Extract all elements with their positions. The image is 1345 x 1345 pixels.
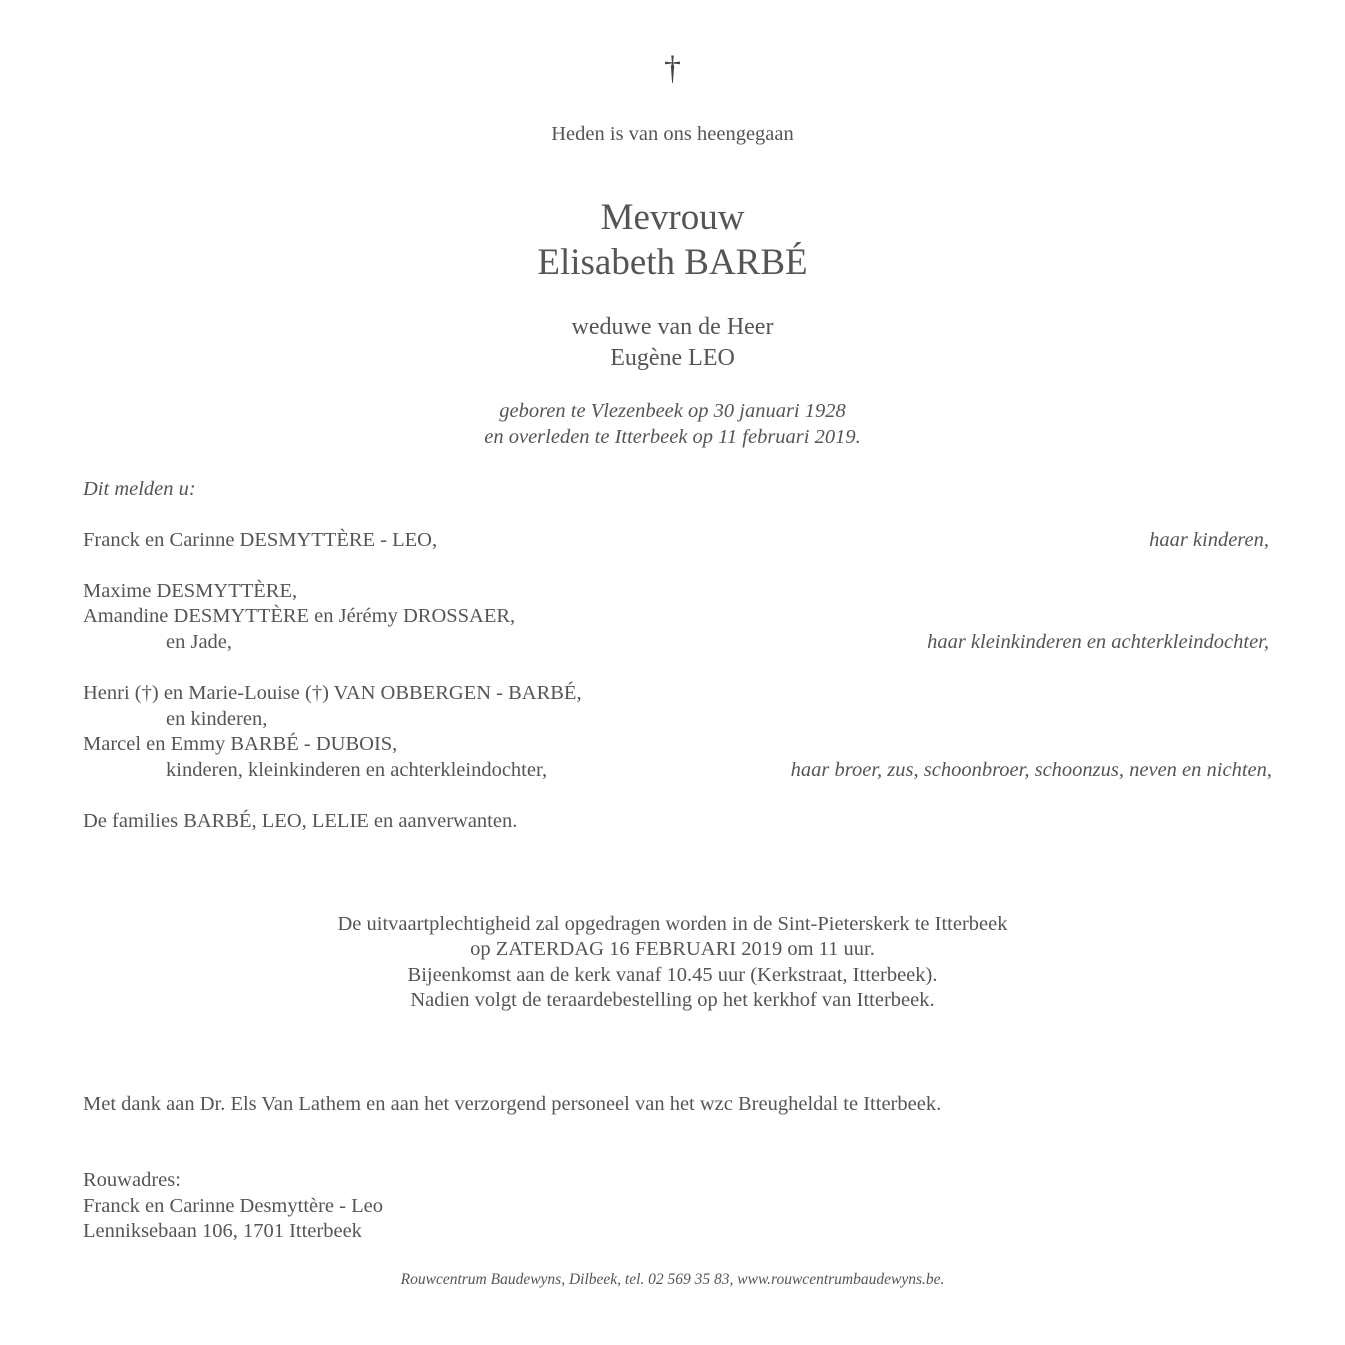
grandchildren-relation: haar kleinkinderen en achterkleindochter,	[927, 631, 1269, 653]
cross-icon: †	[664, 50, 681, 87]
death-line: en overleden te Itterbeek op 11 februari 2019.	[484, 426, 861, 448]
deceased-title: Mevrouw	[600, 197, 745, 238]
sibling-2-children: kinderen, kleinkinderen en achterkleindochter,	[166, 759, 548, 781]
ceremony-line-1: De uitvaartplechtigheid zal opgedragen worden in de Sint-Pieterskerk te Itterbeek	[337, 913, 1008, 935]
ceremony-line-4: Nadien volgt de teraardebestelling op het kerkhof van Itterbeek.	[410, 989, 935, 1011]
address-name: Franck en Carinne Desmyttère - Leo	[83, 1195, 383, 1217]
funeral-home-footer: Rouwcentrum Baudewyns, Dilbeek, tel. 02 569 35 83, www.rouwcentrumbaudewyns.be.	[400, 1271, 945, 1288]
birth-line: geboren te Vlezenbeek op 30 januari 1928	[499, 400, 846, 422]
intro-text: Heden is van ons heengegaan	[551, 123, 794, 145]
spouse-relation: weduwe van de Heer	[571, 314, 774, 340]
sibling-1-children: en kinderen,	[166, 708, 268, 730]
sibling-2: Marcel en Emmy BARBÉ - DUBOIS,	[83, 733, 398, 755]
thanks-line: Met dank aan Dr. Els Van Lathem en aan het verzorgend personeel van het wzc Breugheldal te Itterbeek.	[83, 1093, 942, 1115]
deceased-name: Elisabeth BARBÉ	[537, 242, 808, 283]
sibling-1: Henri (†) en Marie-Louise (†) VAN OBBERGEN - BARBÉ,	[83, 682, 582, 704]
ceremony-line-2: op ZATERDAG 16 FEBRUARI 2019 om 11 uur.	[470, 938, 875, 960]
ceremony-line-3: Bijeenkomst aan de kerk vanaf 10.45 uur (Kerkstraat, Itterbeek).	[407, 964, 938, 986]
spouse-name: Eugène LEO	[610, 345, 735, 371]
address-street: Lenniksebaan 106, 1701 Itterbeek	[83, 1220, 362, 1242]
great-grandchild: en Jade,	[166, 631, 233, 653]
address-label: Rouwadres:	[83, 1169, 181, 1191]
grandchild-1: Maxime DESMYTTÈRE,	[83, 580, 298, 602]
children-names: Franck en Carinne DESMYTTÈRE - LEO,	[83, 529, 438, 551]
children-relation: haar kinderen,	[1149, 529, 1269, 551]
families-line: De families BARBÉ, LEO, LELIE en aanverwanten.	[83, 810, 518, 832]
siblings-relation: haar broer, zus, schoonbroer, schoonzus, neven en nichten,	[790, 759, 1272, 781]
announce-line: Dit melden u:	[83, 478, 196, 500]
grandchild-2: Amandine DESMYTTÈRE en Jérémy DROSSAER,	[83, 605, 516, 627]
